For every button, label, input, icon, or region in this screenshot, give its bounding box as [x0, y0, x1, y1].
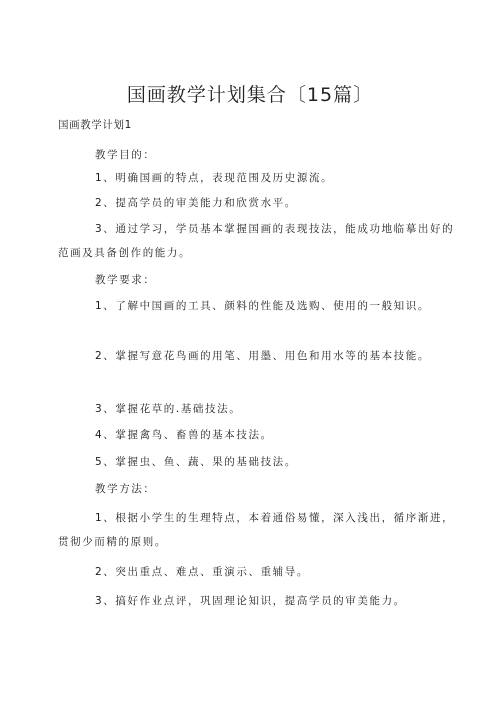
requirement-item-5: 5、掌握虫、鱼、蔬、果的基础技法。: [95, 456, 297, 468]
purpose-item-3-line-2: 范画及具备创作的能力。: [58, 247, 192, 259]
subtitle: 国画教学计划1: [58, 119, 132, 131]
purpose-item-3-line-1: 3、通过学习，学员基本掌握国画的表现技法，能成功地临摹出好的: [95, 223, 455, 235]
section-heading-methods: 教学方法：: [95, 483, 156, 495]
purpose-item-1: 1、明确国画的特点，表现范围及历史源流。: [95, 172, 334, 184]
document-title: 国画教学计划集合〔15篇〕: [126, 84, 374, 106]
method-item-1-line-2: 贯彻少而精的原则。: [58, 536, 167, 548]
requirement-item-4: 4、掌握禽鸟、畜兽的基本技法。: [95, 429, 273, 441]
method-item-2: 2、突出重点、难点、重演示、重辅导。: [95, 566, 309, 578]
purpose-item-2: 2、提高学员的审美能力和欣赏水平。: [95, 197, 297, 209]
method-item-1-line-1: 1、根据小学生的生理特点，本着通俗易懂，深入浅出，循序渐进，: [95, 512, 455, 524]
requirement-item-3: 3、掌握花草的.基础技法。: [95, 403, 242, 415]
section-heading-purpose: 教学目的：: [95, 149, 156, 161]
requirement-item-2: 2、掌握写意花鸟画的用笔、用墨、用色和用水等的基本技能。: [95, 350, 430, 362]
section-heading-requirements: 教学要求：: [95, 274, 156, 286]
method-item-3: 3、搞好作业点评，巩固理论知识，提高学员的审美能力。: [95, 595, 406, 607]
requirement-item-1: 1、了解中国画的工具、颜料的性能及选购、使用的一般知识。: [95, 300, 430, 312]
